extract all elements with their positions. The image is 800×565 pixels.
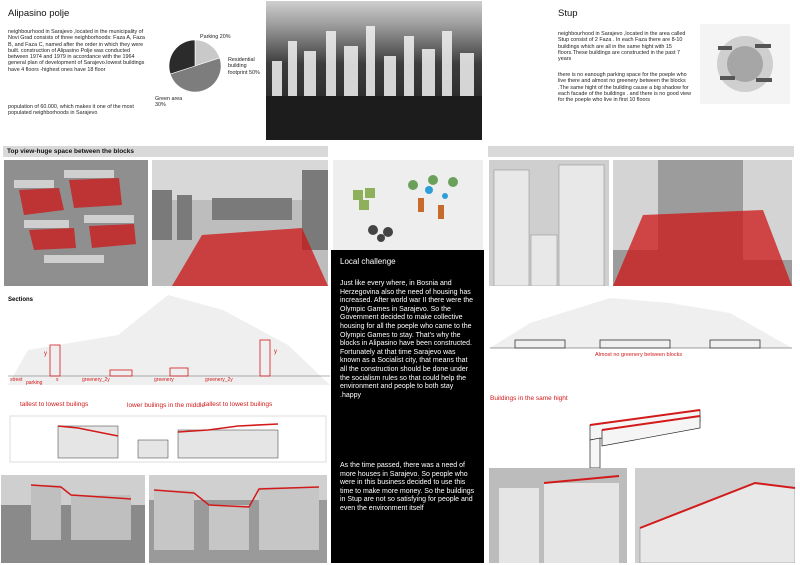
stup-courtyard-illustration	[613, 160, 792, 286]
label-lower-middle: lower builings in the middle	[127, 402, 206, 409]
alipasino-courtyard-photo	[152, 160, 328, 286]
pie-label-residential: Residential building footprint 50%	[228, 57, 260, 76]
label-same-height: Buildings in the same hight	[490, 395, 568, 402]
local-challenge-paragraph-2: As the time passed, there was a need of more houses in Sarajevo. So people who were in this business decided to use this time to make more money. So the buildings in Stup are not so satisfying for people and even the environment itself	[340, 462, 475, 512]
courtyard-illustration	[152, 160, 328, 286]
land-use-pie-chart	[165, 30, 225, 102]
section-parking: parking	[26, 380, 43, 386]
stup-courtyard-photo	[613, 160, 792, 286]
section-x: x	[56, 377, 59, 383]
top-view-heading: Top view-huge space between the blocks	[7, 148, 135, 155]
alipasino-section-drawing	[8, 290, 330, 390]
stup-towers-illustration	[489, 160, 609, 286]
site-plan-illustration	[700, 24, 790, 104]
section-greenery-right: greenery_2y	[205, 377, 233, 383]
right-heading-bar	[488, 146, 794, 157]
facades-illustration	[149, 475, 327, 563]
aerial-illustration	[4, 160, 148, 286]
section-greenery-left: greenery_2y	[82, 377, 110, 383]
stup-description: neighbourhood in Sarajevo ,located in the area called Stup consist of 2 Faza . In each Faza there are 8-10 buildings which are all in the same hight with 15 floors.These buildings are constructed in the past 7 years	[558, 31, 686, 63]
section-y-right: y	[274, 349, 277, 355]
stup-facade-illustration-2	[635, 468, 795, 563]
local-challenge-paragraph-1: Just like every where, in Bosnia and Herzegovina also the need of housing has increased. After world war II there were the Olympic Games in Sarajevo. So the Government decided to make collective housing for all the poeple who came to the Olympic Games to stay. That's why the blocks in Alipasino have been constructed. Fortunately at that time Sarajevo was known as a Socialist city, that means that all the construction should be done under the socialism rules so that could help the environment and people to both stay .happy	[340, 280, 474, 399]
stup-problems: there is no eanough parking space for the poeple who live there and almost no greenery between the blocks .The same hight of the building cause a big shadow for each facade of the buildings . and there is no good view for the poeple who live in first 10 floors	[558, 72, 692, 104]
stup-facade-photo-1	[489, 468, 627, 563]
stup-facade-illustration-1	[489, 468, 627, 563]
pie-label-green: Green area 30%	[155, 96, 183, 109]
stup-site-plan-image	[700, 24, 790, 104]
pie-label-parking: Parking 20%	[200, 34, 231, 40]
alipasino-population: population of 60.000, which makes it one of the most populated neighborhoods in Sarajevo	[8, 104, 134, 117]
label-tallest-right: tallest to lowest builings	[204, 401, 273, 408]
model-pieces-photo	[333, 160, 483, 250]
alipasino-title: Alipasino polje	[8, 8, 70, 19]
local-challenge-panel	[331, 250, 484, 563]
local-challenge-title: Local challenge	[340, 257, 396, 266]
models-illustration	[333, 160, 483, 250]
pie-slices	[169, 40, 221, 92]
top-view-heading-bar	[3, 146, 328, 157]
alipasino-street-photo	[1, 475, 145, 563]
stup-same-height-drawing	[580, 400, 710, 470]
sections-label: Sections	[8, 297, 34, 303]
stup-facade-photo-2	[635, 468, 795, 563]
label-tallest-left: tallest to lowest builings	[20, 401, 89, 408]
section-street: street	[10, 377, 23, 383]
city-panorama-photo	[266, 1, 482, 140]
alipasino-aerial-photo	[4, 160, 148, 286]
stup-towers-photo	[489, 160, 609, 286]
alipasino-facades-photo	[149, 475, 327, 563]
stup-title: Stup	[558, 8, 578, 19]
section-greenery-mid: greenery	[154, 377, 174, 383]
alipasino-description: neighbourhood in Sarajevo ,located in the municipality of Novi Grad consists of three neighborhoods: Faza A, Faza B, and Faza C, named after the order in which they were built. construction of Alipasino Polje was conducted between 1974 and 1979 in accordance with the 1964 general plan of development of Sarajevo.lowest buildings have 4 floors -highest ones have 18 floor	[8, 29, 145, 73]
street-illustration	[1, 475, 145, 563]
alipasino-massing-drawing	[8, 412, 328, 464]
city-skyline-illustration	[266, 1, 482, 140]
label-no-greenery: Almost no greenery between blocks	[595, 352, 683, 358]
section-y-left: y	[44, 351, 47, 357]
